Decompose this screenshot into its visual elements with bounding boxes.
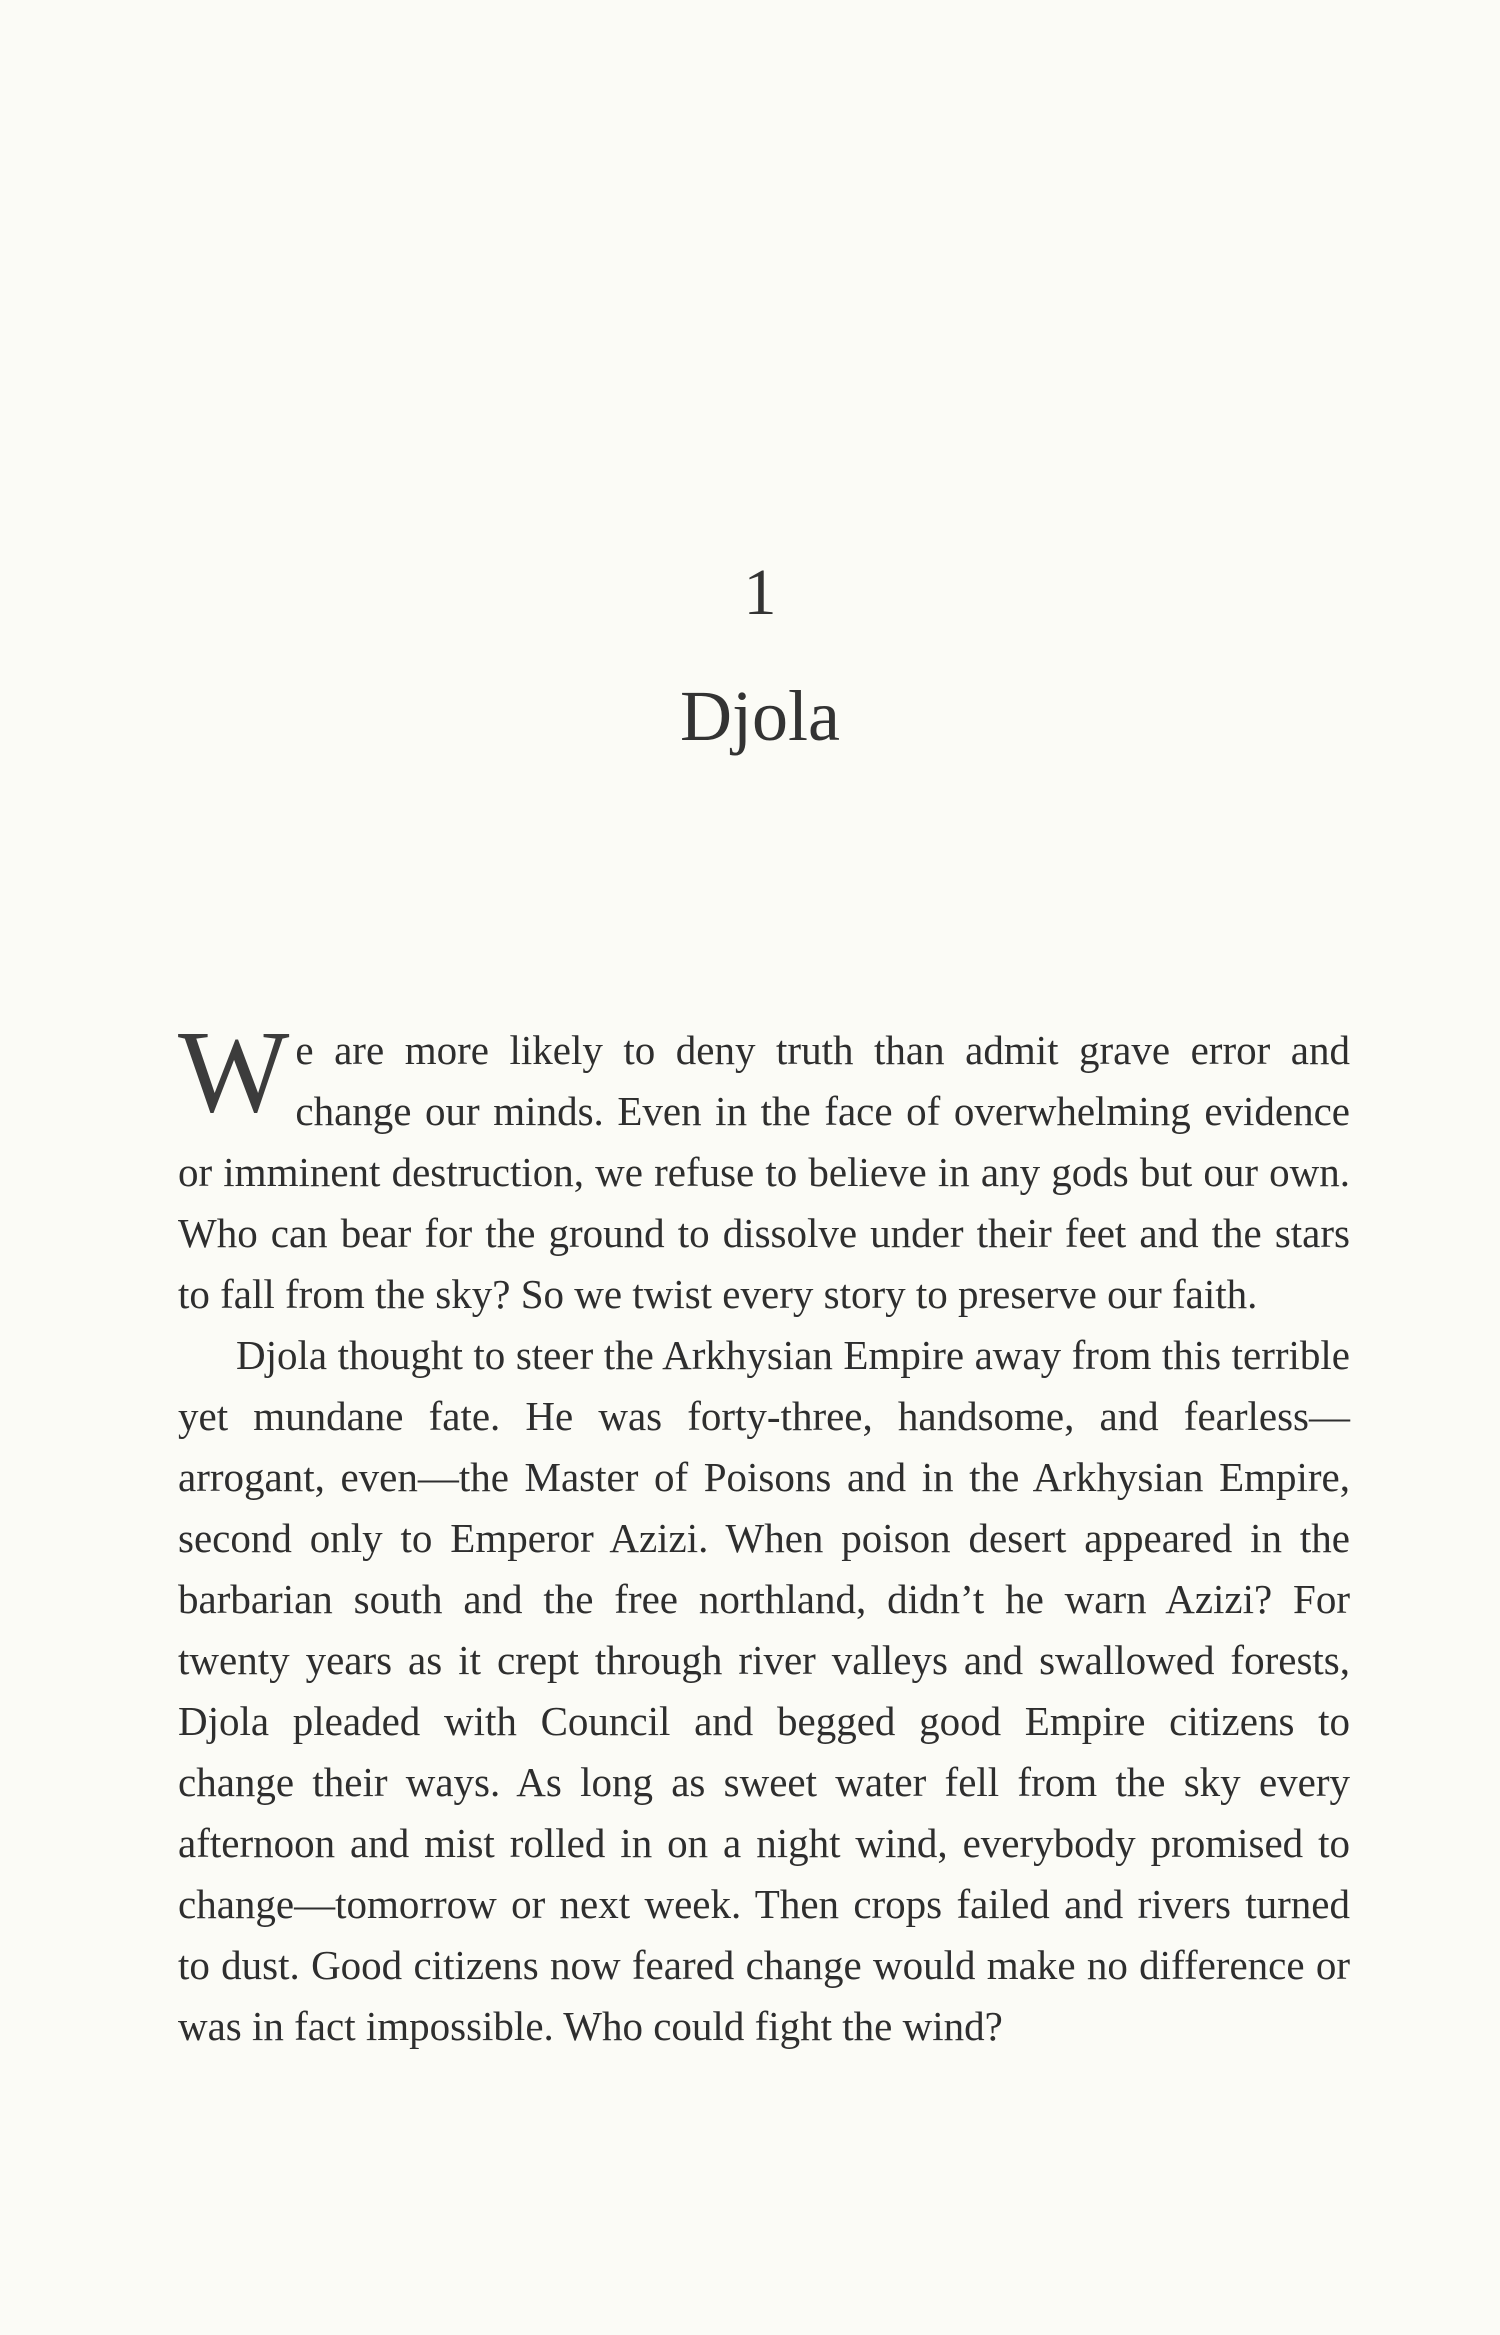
paragraph-2: Djola thought to steer the Arkhysian Empire away from this terrible yet mundane fate. He was forty-three, handsome, and fearless—arrogant, even—the Master of Poisons and in the Arkhysian Empire, second only to Emperor Azizi. When poison desert appeared in the barbarian south and the free northland, didn’t he warn Azizi? For twenty years as it crept through river valleys and swallowed forests, Djola pleaded with Council and begged good Empire citizens to change their ways. As long as sweet water fell from the sky every afternoon and mist rolled in on a night wind, everybody promised to change—tomorrow or next week. Then crops failed and rivers turned to dust. Good citizens now feared change would make no difference or was in fact impossible. Who could fight the wind? — [178, 1332, 1350, 2049]
chapter-number: 1 — [743, 556, 777, 629]
paragraph-1-text: e are more likely to deny truth than admit grave error and change our minds. Even in the face of overwhelming evidence or imminent destruction, we refuse to believe in any gods but our own. Who can bear for the ground to dissolve under their feet and the stars to fall from the sky? So we twist every story to preserve our faith. — [178, 1027, 1350, 1317]
chapter-body — [178, 1006, 1350, 2057]
drop-cap: W — [178, 1006, 290, 1137]
paragraph-1 — [178, 1006, 1350, 1325]
chapter-title: Djola — [680, 676, 840, 756]
